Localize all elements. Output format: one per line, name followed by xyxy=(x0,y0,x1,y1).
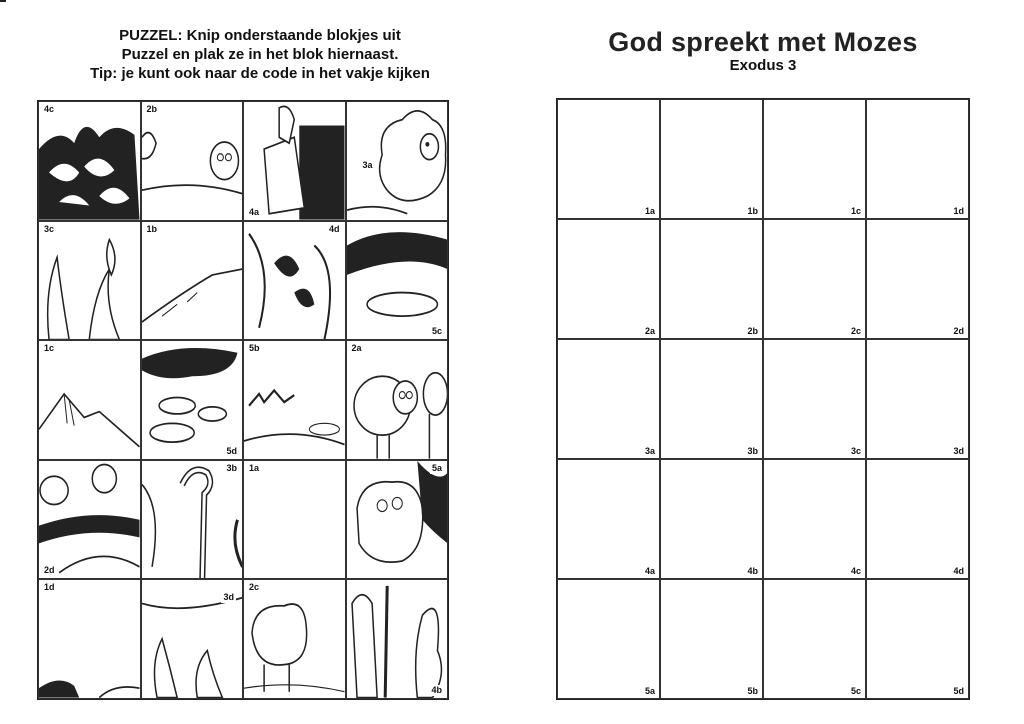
answer-cell-4d[interactable] xyxy=(866,459,969,579)
piece-code: 4c xyxy=(44,104,55,114)
cell-code: 2d xyxy=(953,326,964,336)
sheep-face-illustration xyxy=(347,461,448,579)
cell-code: 2a xyxy=(644,326,655,336)
mountain-slope-illustration xyxy=(142,222,243,340)
piece-code: 5d xyxy=(226,445,237,456)
piece-code: 2a xyxy=(351,343,362,354)
puzzle-piece-3b[interactable] xyxy=(141,460,244,580)
puzzle-piece-5a[interactable] xyxy=(346,460,449,580)
answer-cell-2b[interactable] xyxy=(660,219,763,339)
piece-code: 2c xyxy=(249,582,260,593)
cell-code: 4b xyxy=(747,566,758,576)
puzzle-piece-2a[interactable] xyxy=(346,340,449,460)
rocks-illustration xyxy=(142,341,243,459)
answer-cell-2c[interactable] xyxy=(763,219,866,339)
cell-code: 4c xyxy=(850,566,861,576)
sheep-hill-illustration xyxy=(39,461,140,579)
cell-code: 5c xyxy=(850,686,861,696)
puzzle-piece-4a[interactable] xyxy=(243,101,346,221)
answer-cell-1b[interactable] xyxy=(660,99,763,219)
piece-code: 4d xyxy=(328,223,340,234)
piece-code: 5c xyxy=(431,326,442,337)
mountain-illustration xyxy=(39,341,140,459)
puzzle-piece-2b[interactable] xyxy=(141,101,244,221)
piece-code: 2b xyxy=(146,104,158,114)
puzzle-piece-1d[interactable] xyxy=(38,579,141,699)
answer-cell-4c[interactable] xyxy=(763,459,866,579)
answer-cell-1d[interactable] xyxy=(866,99,969,219)
burning-bush-illustration xyxy=(39,102,140,220)
puzzle-piece-2c[interactable] xyxy=(243,579,346,699)
answer-cell-5d[interactable] xyxy=(866,579,969,699)
puzzle-piece-3a[interactable] xyxy=(346,101,449,221)
puzzle-grid xyxy=(37,100,449,700)
instructions-line-3: Tip: je kunt ook naar de code in het vakje kijken xyxy=(90,65,430,82)
answer-cell-2a[interactable] xyxy=(557,219,660,339)
small-sheep-illustration xyxy=(244,580,345,698)
puzzle-piece-4c[interactable] xyxy=(38,101,141,221)
answer-cell-1c[interactable] xyxy=(763,99,866,219)
piece-code: 4a xyxy=(249,206,260,217)
answer-cell-4a[interactable] xyxy=(557,459,660,579)
answer-cell-3d[interactable] xyxy=(866,339,969,459)
piece-code: 3a xyxy=(362,160,373,170)
shepherd-staff-illustration xyxy=(142,461,243,579)
piece-code: 5a xyxy=(431,462,442,473)
piece-code: 1d xyxy=(44,582,55,593)
cell-code: 5b xyxy=(747,686,758,696)
puzzle-piece-1c[interactable] xyxy=(38,340,141,460)
flames-illustration xyxy=(39,222,140,340)
cell-code: 2c xyxy=(850,326,861,336)
cell-code: 2b xyxy=(747,326,758,336)
piece-code: 1a xyxy=(249,462,260,473)
piece-code: 4b xyxy=(431,684,442,695)
ground-illustration xyxy=(39,580,140,698)
cell-code: 3a xyxy=(644,446,655,456)
answer-cell-3a[interactable] xyxy=(557,339,660,459)
cell-code: 1c xyxy=(850,206,861,216)
answer-cell-5a[interactable] xyxy=(557,579,660,699)
piece-code: 5b xyxy=(249,343,260,354)
title-block xyxy=(556,26,970,74)
piece-code: 3b xyxy=(226,462,237,473)
answer-cell-2d[interactable] xyxy=(866,219,969,339)
piece-code: 1b xyxy=(146,223,158,234)
instructions-line-2: Puzzel en plak ze in het blok hiernaast. xyxy=(121,46,399,63)
cell-code: 5d xyxy=(953,686,964,696)
moses-staff-illustration xyxy=(347,580,448,698)
scripture-reference: Exodus 3 xyxy=(729,57,797,74)
answer-cell-5b[interactable] xyxy=(660,579,763,699)
piece-code: 3d xyxy=(223,592,234,603)
leaves-illustration xyxy=(244,222,345,340)
instructions xyxy=(40,26,480,83)
cell-code: 4d xyxy=(953,566,964,576)
piece-code: 1c xyxy=(44,343,55,354)
sheep-pair-illustration xyxy=(347,341,448,459)
cell-code: 5a xyxy=(644,686,655,696)
puzzle-piece-4d[interactable] xyxy=(243,221,346,341)
answer-cell-4b[interactable] xyxy=(660,459,763,579)
puzzle-piece-1b[interactable] xyxy=(141,221,244,341)
piece-code: 2d xyxy=(44,565,55,576)
rocks-ground-illustration xyxy=(347,222,448,340)
cell-code: 1a xyxy=(644,206,655,216)
cell-code: 3d xyxy=(953,446,964,456)
grass-illustration xyxy=(244,341,345,459)
cell-code: 1d xyxy=(953,206,964,216)
answer-cell-3b[interactable] xyxy=(660,339,763,459)
puzzle-piece-5d[interactable] xyxy=(141,340,244,460)
piece-code: 3c xyxy=(44,223,55,234)
moses-hand-illustration xyxy=(244,102,345,220)
answer-cell-5c[interactable] xyxy=(763,579,866,699)
puzzle-piece-5b[interactable] xyxy=(243,340,346,460)
puzzle-piece-3c[interactable] xyxy=(38,221,141,341)
sheep-field-illustration xyxy=(142,102,243,220)
puzzle-piece-5c[interactable] xyxy=(346,221,449,341)
answer-grid xyxy=(556,98,970,700)
puzzle-piece-2d[interactable] xyxy=(38,460,141,580)
edge-mark xyxy=(0,0,6,2)
puzzle-piece-3d[interactable] xyxy=(141,579,244,699)
answer-cell-3c[interactable] xyxy=(763,339,866,459)
cell-code: 3b xyxy=(747,446,758,456)
puzzle-piece-4b[interactable] xyxy=(346,579,449,699)
cell-code: 1b xyxy=(747,206,758,216)
puzzle-piece-1a[interactable] xyxy=(243,460,346,580)
answer-cell-1a[interactable] xyxy=(557,99,660,219)
cell-code: 3c xyxy=(850,446,861,456)
page-title: God spreekt met Mozes xyxy=(608,27,918,57)
instructions-line-1: PUZZEL: Knip onderstaande blokjes uit xyxy=(119,27,401,44)
cell-code: 4a xyxy=(644,566,655,576)
